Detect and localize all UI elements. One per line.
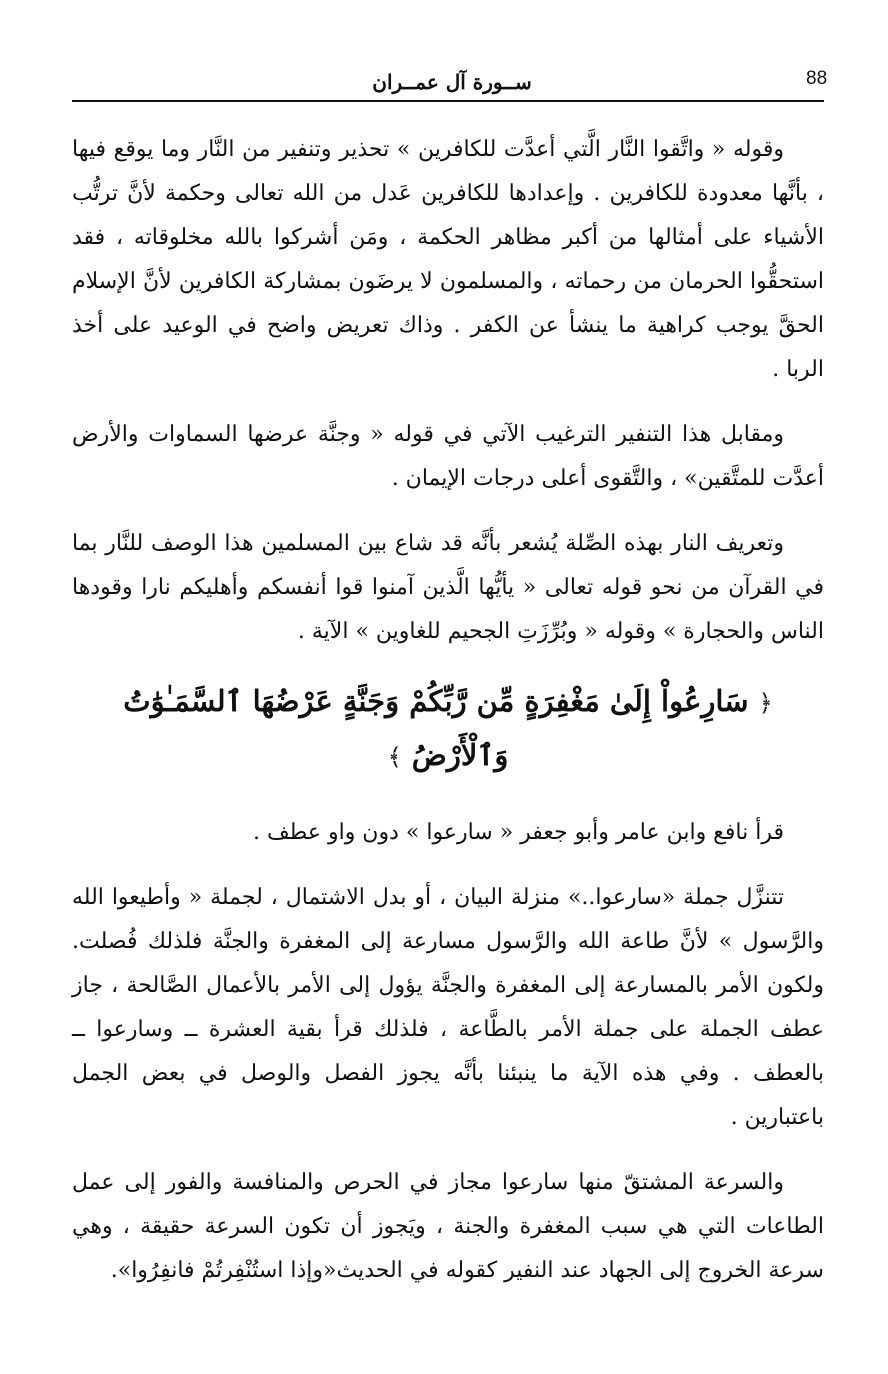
header-divider: [72, 100, 824, 102]
paragraph-grammar: تتنزَّل جملة «سارعوا..» منزلة البيان ، أو بدل الاشتمال ، لجملة « وأطيعوا الله والرَّسول » لأنَّ طاعة الله والرَّسول مسارعة إلى المغفرة والجنَّة فلذلك فُصلت. ولكون الأمر بالمسارعة إلى المغفرة والجنَّة يؤول إلى الأمر بالأعمال الصَّالحة ، جاز عطف الجملة على جملة الأمر بالطَّاعة ، فلذلك قرأ بقية العشرة ــ وسارعوا ــ بالعطف . وفي هذه الآية ما ينبئنا بأنَّه يجوز الفصل والوصل في بعض الجمل باعتبارين .: [72, 885, 824, 1130]
verse-close-bracket: ﴾: [387, 743, 402, 771]
paragraph-fire-warning: وقوله « واتَّقوا النَّار الَّتي أعدَّت للكافرين » تحذير وتنفير من النَّار وما يوقع فيها ، بأنَّها معدودة للكافرين . وإعدادها للكافرين عَدل من الله تعالى وحكمة لأنَّ ترتُّب الأشياء على أمثالها من أكبر مظاهر الحكمة ، ومَن أشركوا بالله مخلوقاته ، فقد استحقُّوا الحرمان من رحماته ، والمسلمون لا يرضَون بمشاركة الكافرين لأنَّ الإسلام الحقَّ يوجب كراهية ما ينشأ عن الكفر . وذاك تعريض واضح في الوعيد على أخذ الربا .: [72, 137, 824, 382]
page-body: [72, 128, 824, 1314]
verse-text: سَارِعُواْ إِلَىٰ مَغْفِرَةٍ مِّن رَّبِّكُمْ وَجَنَّةٍ عَرْضُهَا ٱلسَّمَـٰوَٰتُ وَٱلْأَرْضُ: [123, 684, 749, 772]
page-number: 88: [806, 68, 828, 89]
surah-title: ســورة آل عمــران: [372, 70, 532, 94]
quran-verse: [72, 675, 824, 783]
paragraph-readings: قرأ نافع وابن عامر وأبو جعفر « سارعوا » دون واو عطف .: [253, 820, 784, 845]
page-header: [72, 62, 828, 104]
paragraph-haste: والسرعة المشتقّ منها سارعوا مجاز في الحرص والمنافسة والفور إلى عمل الطاعات التي هي سبب المغفرة والجنة ، ويَجوز أن تكون السرعة حقيقة ، وهي سرعة الخروج إلى الجهاد عند النفير كقوله في الحديث«وإذا استُنْفِرتُمْ فانفِرُوا».: [72, 1170, 824, 1283]
paragraph-encouragement: ومقابل هذا التنفير الترغيب الآتي في قوله « وجنَّة عرضها السماوات والأرض أعدَّت للمتَّقين» ، والتَّقوى أعلى درجات الإيمان .: [72, 422, 824, 491]
verse-open-bracket: ﴿: [758, 689, 773, 717]
paragraph-fire-definition: وتعريف النار بهذه الصِّلة يُشعر بأنَّه قد شاع بين المسلمين هذا الوصف للنَّار بما في القرآن من نحو قوله تعالى « يأيُّها الَّذين آمنوا قوا أنفسكم وأهليكم نارا وقودها الناس والحجارة » وقوله « وبُرِّزَتِ الجحيم للغاوين » الآية .: [72, 531, 824, 644]
